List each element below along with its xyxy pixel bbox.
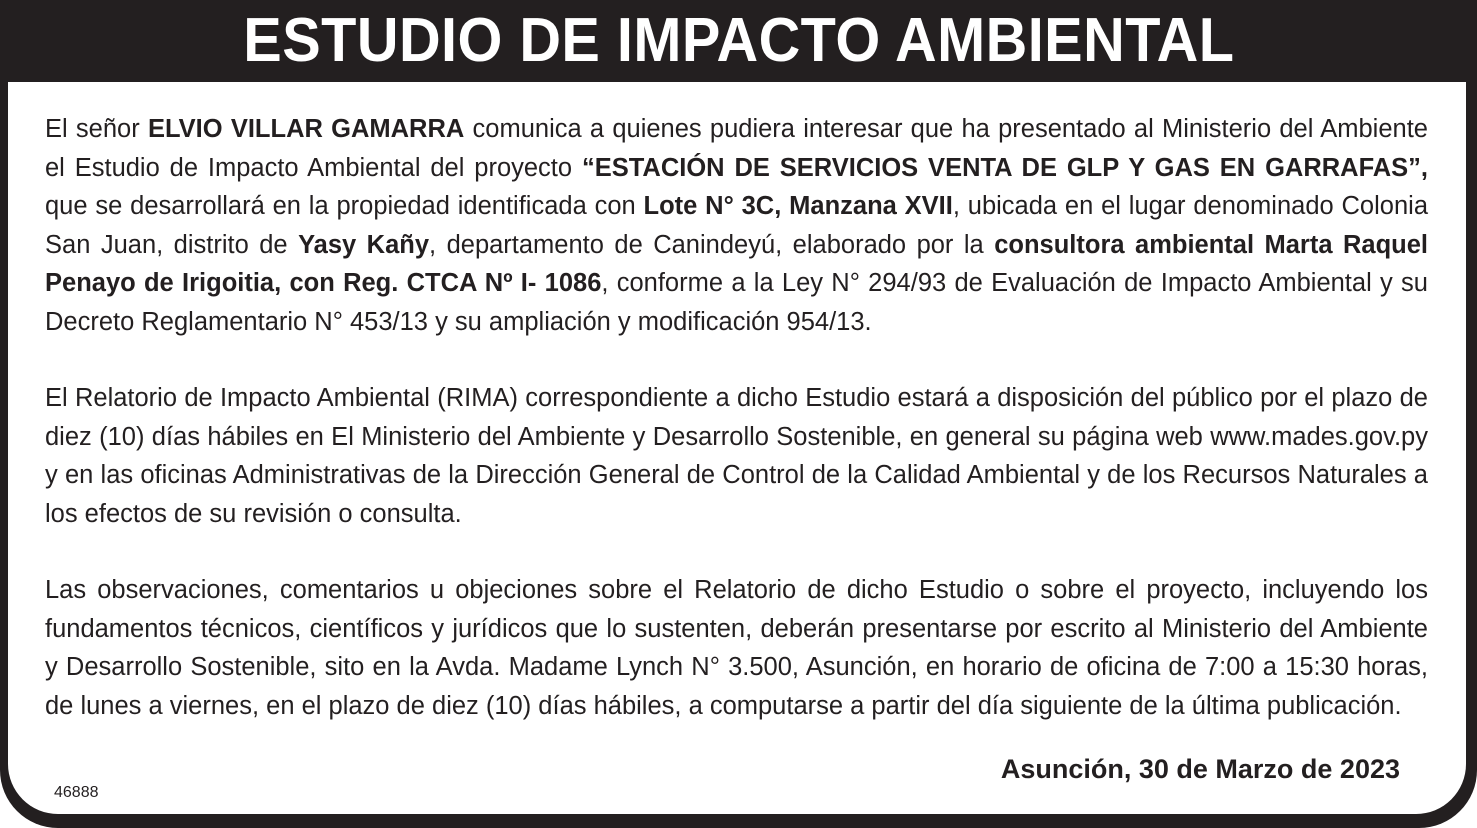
- district-name: Yasy Kañy: [298, 230, 430, 259]
- notice-header: [0, 0, 1477, 82]
- text-segment: El señor: [45, 115, 148, 143]
- applicant-name: ELVIO VILLAR GAMARRA: [147, 115, 465, 143]
- text-segment: comunica a quienes pudiera interesar que ha presentado al Ministerio del Ambiente el Estudio de Impacto Ambiental del proyecto: [45, 115, 1428, 182]
- notice-code: 46888: [54, 784, 99, 801]
- paragraph-observations: Las observaciones, comentarios u objeciones sobre el Relatorio de dicho Estudio o sobre el proyecto, incluyendo los fundamentos técnicos, científicos y jurídicos que lo sustenten, deberán presentarse por escrito al Ministerio del Ambiente y Desarrollo Sostenible, sito en la Avda. Madame Lynch N° 3.500, Asunción, en horario de oficina de 7:00 a 15:30 horas, de lunes a viernes, en el plazo de diez (10) días hábiles, a computarse a partir del día siguiente de la última publicación.: [45, 576, 1428, 720]
- property-lot: Lote N° 3C, Manzana XVII: [643, 192, 953, 220]
- paragraph-rima: El Relatorio de Impacto Ambiental (RIMA) correspondiente a dicho Estudio estará a disposición del público por el plazo de diez (10) días hábiles en El Ministerio del Ambiente y Desarrollo Sostenible, en general su página web www.mades.gov.py y en las oficinas Administrativas de la Dirección General de Control de la Calidad Ambiental y de los Recursos Naturales a los efectos de su revisión o consulta.: [45, 384, 1428, 528]
- text-segment: que se desarrollará en la propiedad identificada con: [45, 192, 644, 220]
- notice-content: [45, 110, 1428, 725]
- consultant-info: consultora ambiental Marta Raquel Penayo de Irigoitia, con Reg. CTCA Nº I- 1086: [45, 230, 1429, 297]
- project-name: “ESTACIÓN DE SERVICIOS VENTA DE GLP Y GAS EN GARRAFAS”,: [581, 153, 1429, 182]
- paragraph-announcement: [45, 110, 1428, 341]
- text-segment: , departamento de Canindeyú, elaborado por la: [429, 230, 995, 259]
- notice-date: Asunción, 30 de Marzo de 2023: [1000, 754, 1400, 784]
- text-segment: , conforme a la Ley N° 294/93 de Evaluación de Impacto Ambiental y su Decreto Reglamentario N° 453/13 y su ampliación y modificación 954/13.: [45, 269, 1428, 336]
- notice-title: ESTUDIO DE IMPACTO AMBIENTAL: [242, 6, 1235, 75]
- text-segment: , ubicada en el lugar denominado Colonia San Juan, distrito de: [45, 192, 1428, 259]
